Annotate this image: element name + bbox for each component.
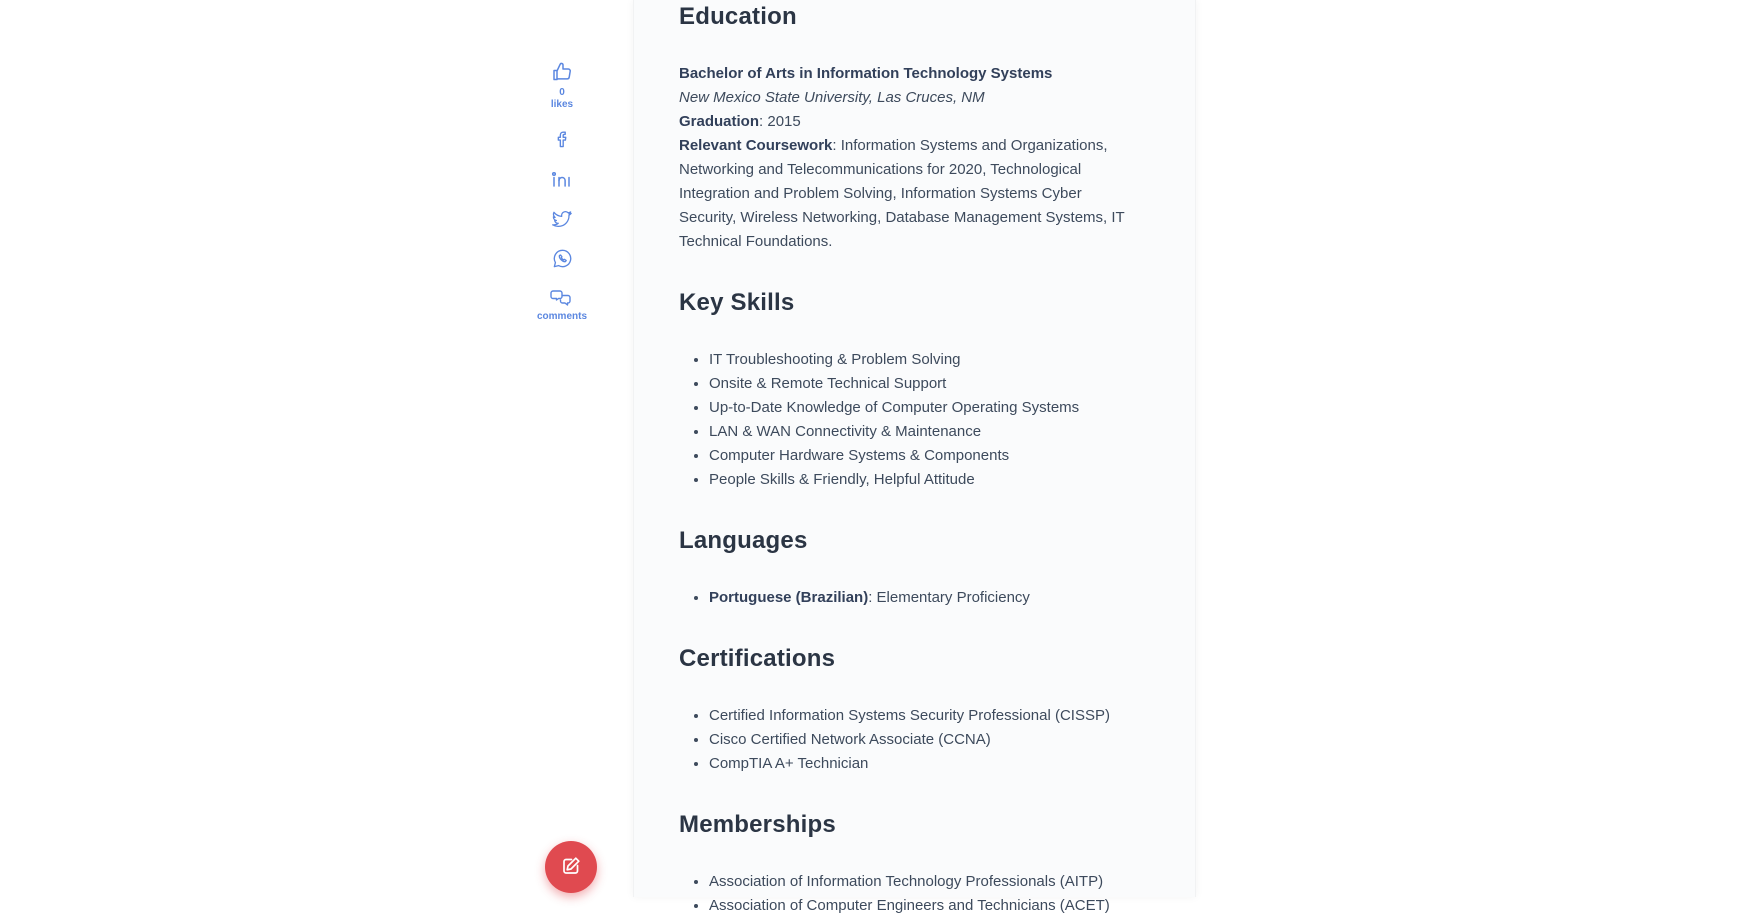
list-item: • People Skills & Friendly, Helpful Attitude [709, 468, 1127, 492]
list-item: • Association of Information Technology Professionals (AITP) [709, 870, 1127, 894]
resume-content [679, 0, 1127, 918]
list-item: • Certified Information Systems Security Professional (CISSP) [709, 704, 1127, 728]
share-whatsapp-button[interactable] [551, 247, 574, 270]
key-skills-list [679, 348, 1127, 492]
likes-count: 0 [559, 87, 565, 98]
list-item: • IT Troubleshooting & Problem Solving [709, 348, 1127, 372]
edit-pencil-square-icon [559, 854, 583, 881]
share-facebook-button[interactable] [551, 128, 573, 150]
education-details [679, 62, 1127, 254]
list-item: • Computer Hardware Systems & Components [709, 444, 1127, 468]
language-name: Portuguese (Brazilian) [709, 589, 869, 606]
comments-label: comments [537, 311, 588, 322]
list-item: • Onsite & Remote Technical Support [709, 372, 1127, 396]
section-title-certifications: Certifications [679, 645, 836, 672]
list-item: • LAN & WAN Connectivity & Maintenance [709, 420, 1127, 444]
whatsapp-icon [551, 247, 574, 270]
list-item [709, 586, 1127, 610]
like-button[interactable] [550, 60, 574, 111]
list-item: • Up-to-Date Knowledge of Computer Operating Systems [709, 396, 1127, 420]
memberships-list [679, 870, 1127, 918]
languages-list [679, 586, 1127, 610]
education-coursework: Relevant Coursework: Information Systems and Organizations, Networking and Telecommunications for 2020, Technological Integration and Problem Solving, Information Systems Cyber Security, Wireless Networking, Database Management Systems, IT Technical Foundations. [679, 137, 1125, 250]
twitter-icon [550, 208, 574, 230]
certifications-list [679, 704, 1127, 776]
section-title-memberships: Memberships [679, 811, 836, 838]
section-title-key-skills: Key Skills [679, 289, 795, 316]
language-proficiency: : Elementary Proficiency [868, 589, 1030, 606]
section-title-education: Education [679, 3, 797, 30]
comments-icon [549, 287, 575, 311]
share-linkedin-button[interactable] [549, 167, 575, 191]
education-school: New Mexico State University, Las Cruces, NM [679, 89, 985, 106]
education-degree: Bachelor of Arts in Information Technology Systems [679, 65, 1053, 82]
section-title-languages: Languages [679, 527, 808, 554]
list-item: • CompTIA A+ Technician [709, 752, 1127, 776]
resume-preview-card [633, 0, 1196, 914]
comments-button[interactable] [537, 287, 587, 323]
linkedin-icon [549, 167, 575, 191]
list-item: • Cisco Certified Network Associate (CCNA) [709, 728, 1127, 752]
thumbs-up-icon [550, 60, 574, 84]
social-share-sidebar [537, 60, 588, 323]
likes-label: likes [550, 99, 574, 110]
edit-button[interactable] [545, 841, 597, 893]
list-item: • Association of Computer Engineers and Technicians (ACET) [709, 894, 1127, 918]
education-graduation: Graduation: 2015 [679, 113, 801, 130]
facebook-icon [551, 128, 573, 150]
share-twitter-button[interactable] [550, 208, 574, 230]
